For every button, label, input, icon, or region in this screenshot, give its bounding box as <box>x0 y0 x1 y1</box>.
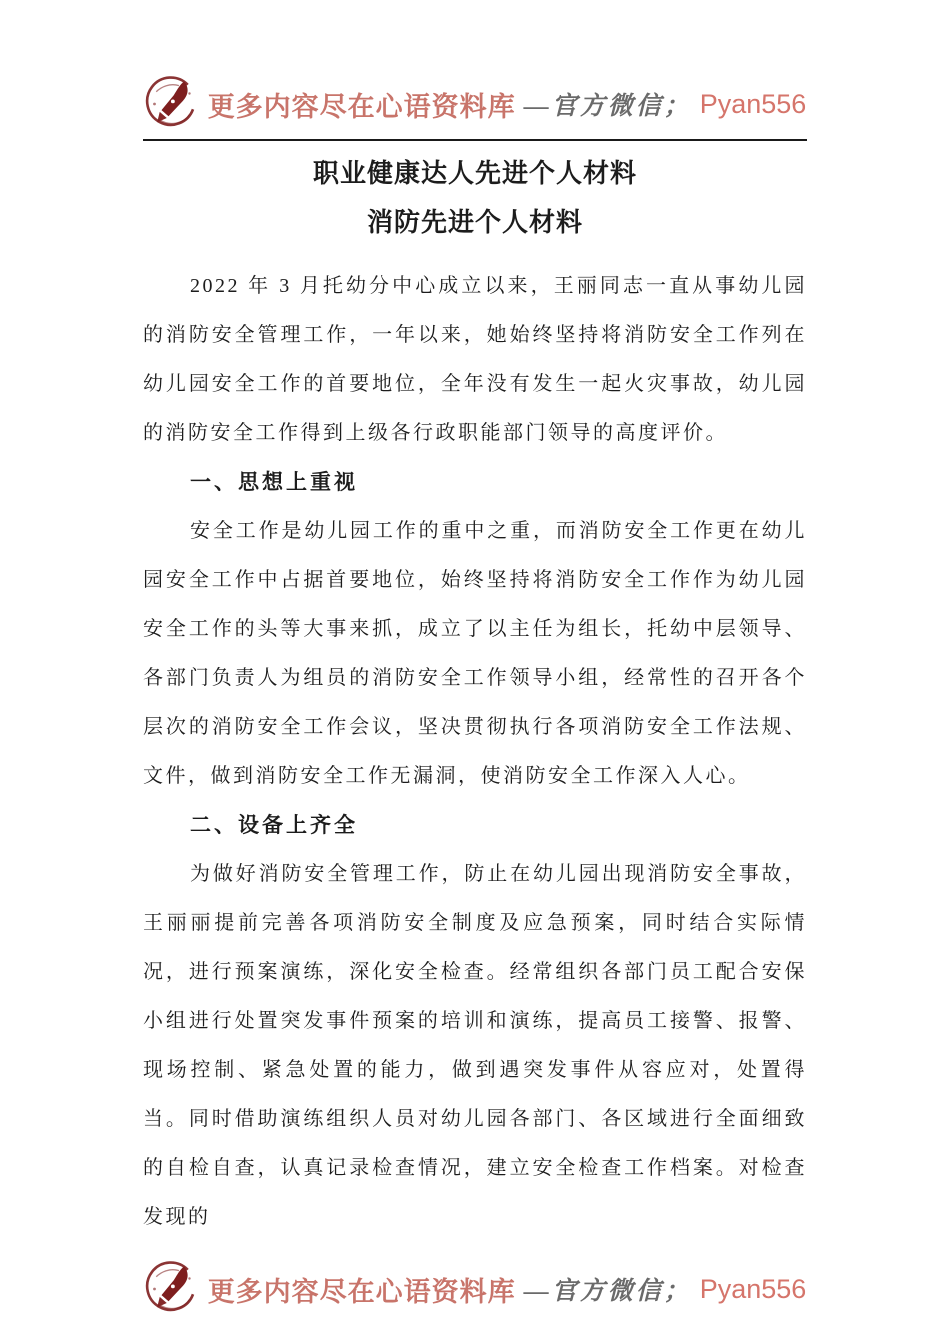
watermark-wechat-id: Pyan556 <box>699 1273 807 1304</box>
watermark-wechat-id: Pyan556 <box>699 88 807 119</box>
doc-title-line2: 消防先进个人材料 <box>366 207 583 237</box>
footer-watermark <box>143 1258 807 1320</box>
section-1-heading: 一、思想上重视 <box>190 471 358 494</box>
watermark-wechat-label: —官方微信； <box>523 93 692 120</box>
header-watermark <box>143 73 807 135</box>
watermark-brand-text: 更多内容尽在心语资料库 <box>207 1276 516 1307</box>
pen-nib-stamp-icon <box>144 1259 200 1319</box>
section-2-paragraph: 为做好消防安全管理工作，防止在幼儿园出现消防安全事故，王丽丽提前完善各项消防安全制度及应急预案，同时结合实际情况，进行预案演练，深化安全检查。经常组织各部门员工配合安保小组进行处置突发事件预案的培训和演练，提高员工接警、报警、现场控制、紧急处置的能力，做到遇突发事件从容应对，处置得当。同时借助演练组织人员对幼儿园各部门、各区域进行全面细致的自检自查，认真记录检查情况，建立安全检查工作档案。对检查发现的 <box>143 863 807 1228</box>
intro-paragraph: 2022 年 3 月托幼分中心成立以来，王丽同志一直从事幼儿园的消防安全管理工作，一年以来，她始终坚持将消防安全工作列在幼儿园安全工作的首要地位，全年没有发生一起火灾事故，幼儿园的消防安全工作得到上级各行政职能部门领导的高度评价。 <box>143 275 807 444</box>
header-divider-rule <box>143 139 807 141</box>
section-2-heading: 二、设备上齐全 <box>190 814 358 837</box>
watermark-wechat-label: —官方微信； <box>523 1278 692 1305</box>
watermark-brand-text: 更多内容尽在心语资料库 <box>207 91 516 122</box>
document-body <box>143 262 807 1242</box>
doc-title-line1: 职业健康达人先进个人材料 <box>312 158 637 188</box>
section-1-paragraph: 安全工作是幼儿园工作的重中之重，而消防安全工作更在幼儿园安全工作中占据首要地位，始终坚持将消防安全工作作为幼儿园安全工作的头等大事来抓，成立了以主任为组长，托幼中层领导、各部门负责人为组员的消防安全工作领导小组，经常性的召开各个层次的消防安全工作会议，坚决贯彻执行各项消防安全工作法规、文件，做到消防安全工作无漏洞，使消防安全工作深入人心。 <box>143 520 807 787</box>
pen-nib-stamp-icon <box>144 74 200 134</box>
